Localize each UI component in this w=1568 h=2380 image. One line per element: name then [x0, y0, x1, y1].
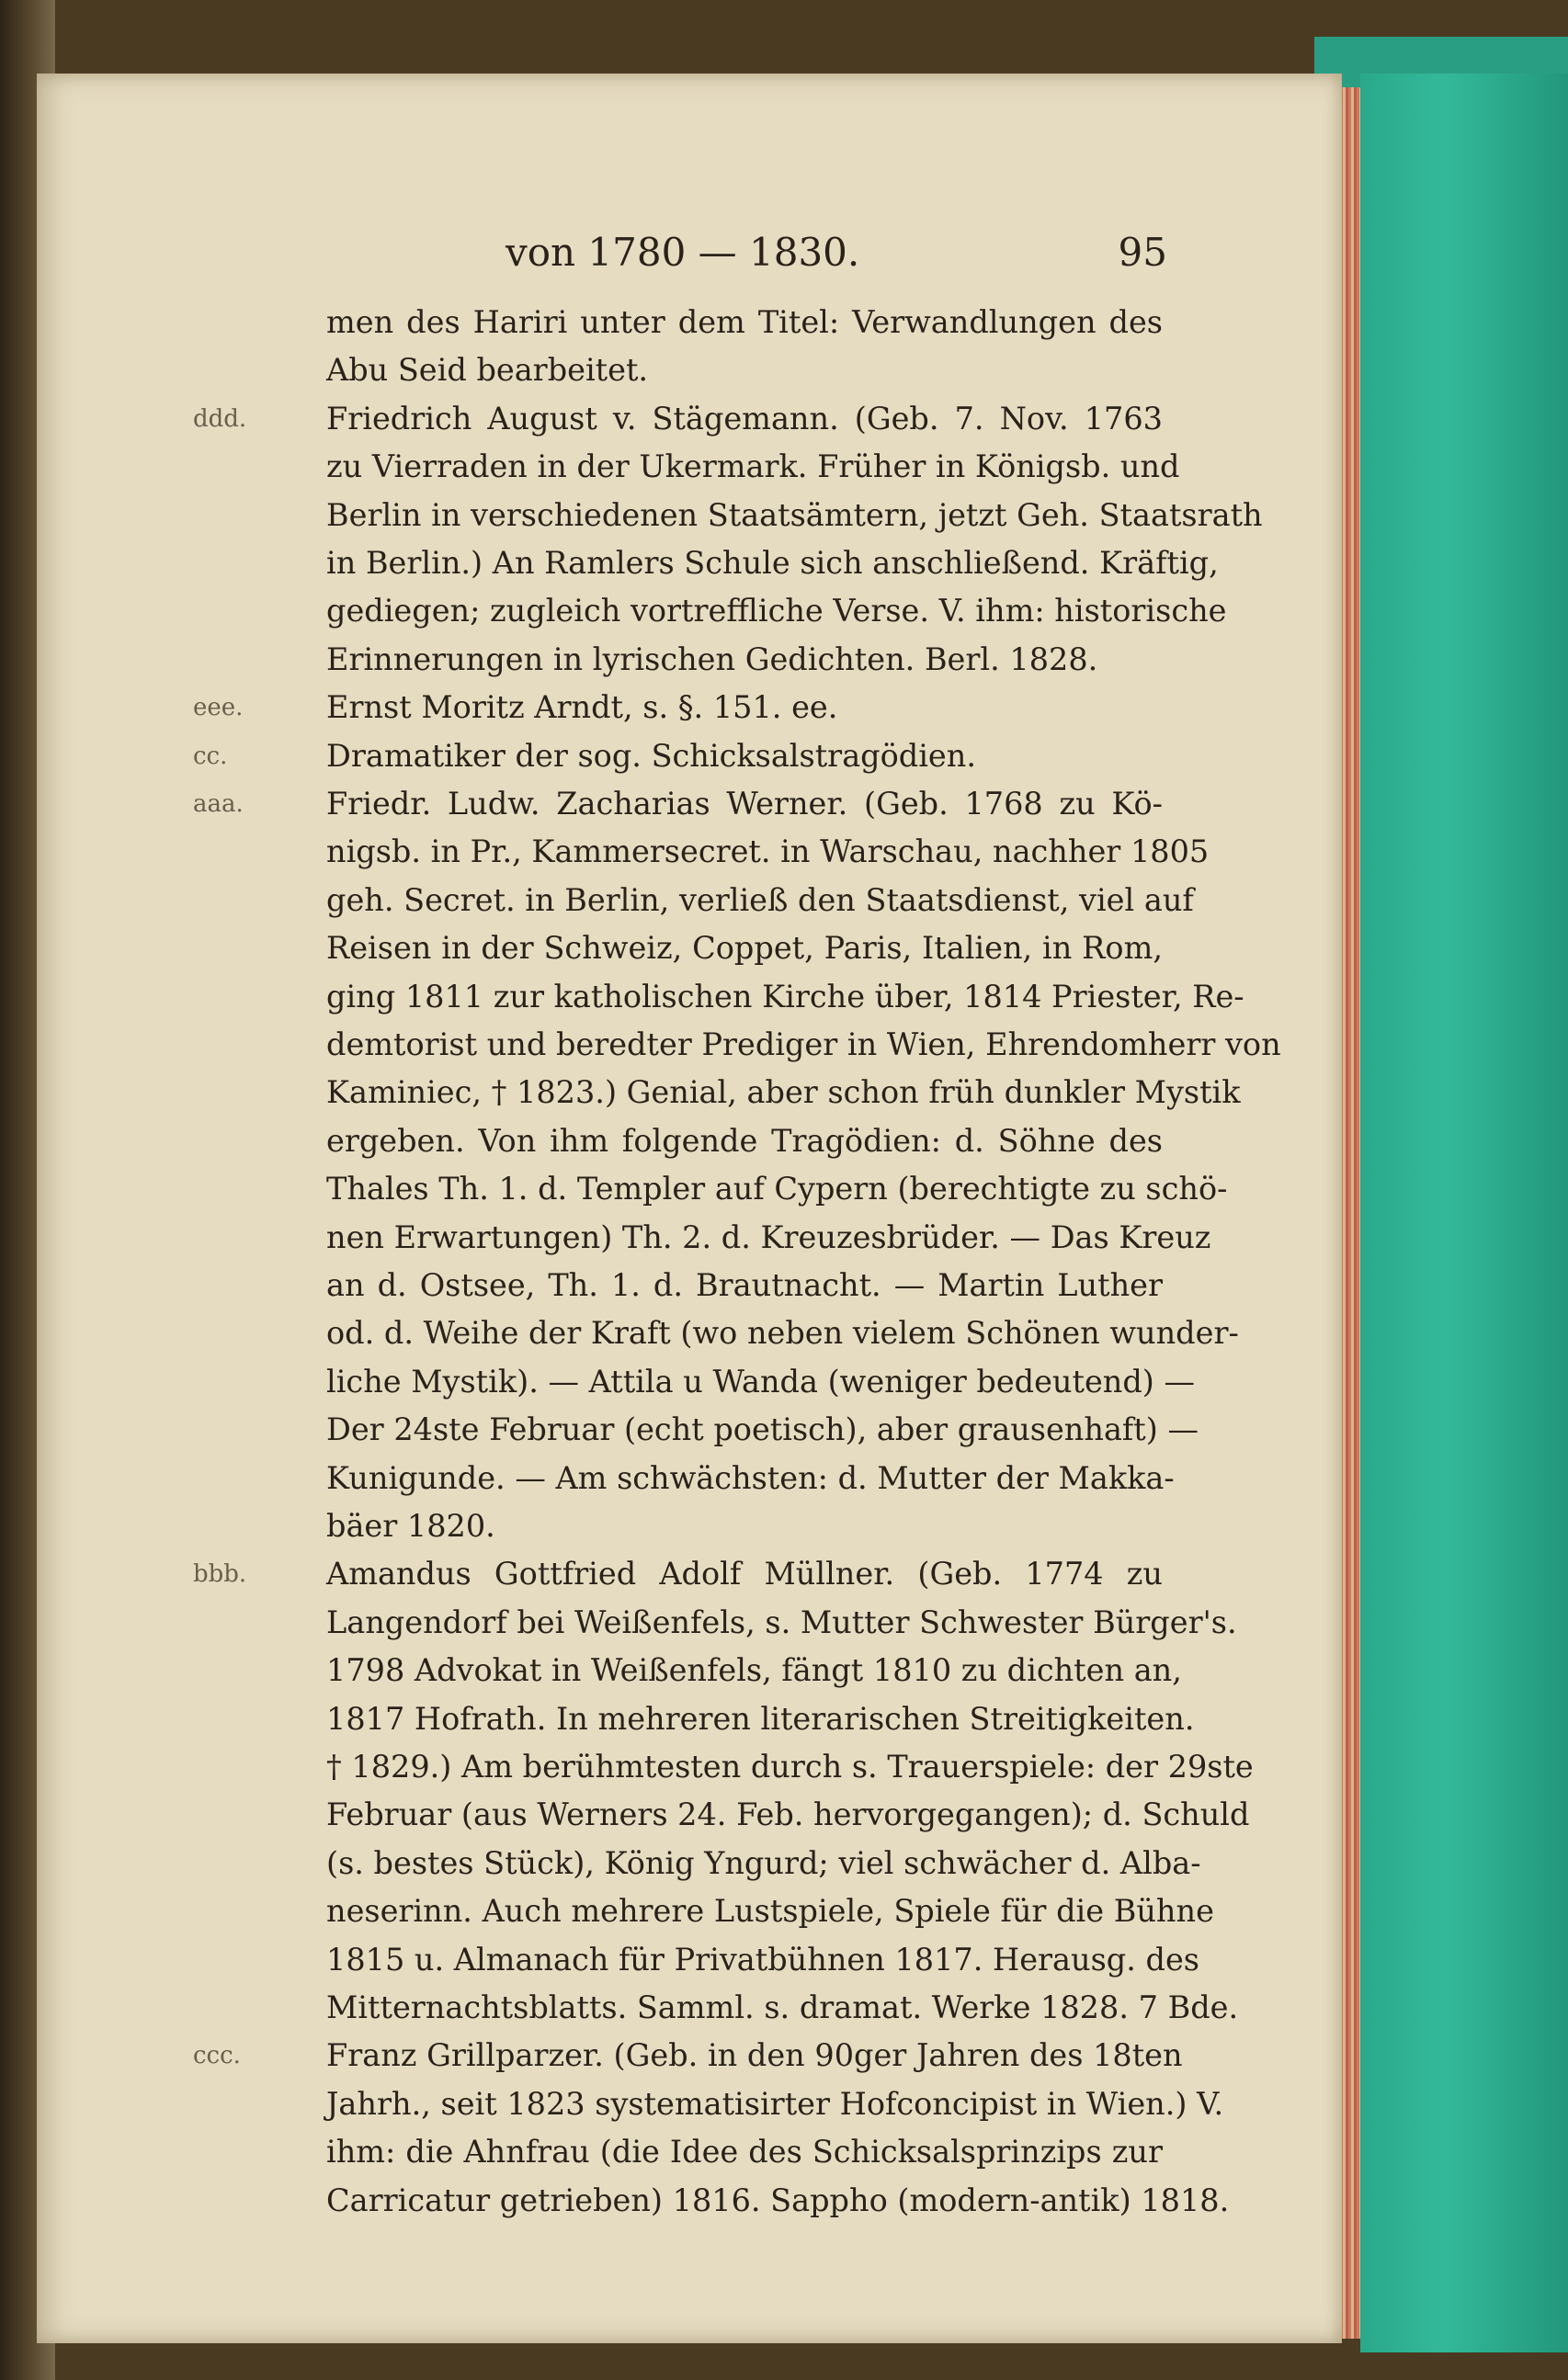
text-line: (s. bestes Stück), König Yngurd; viel schwächer d. Alba-	[326, 1845, 1201, 1881]
text-line: Friedr. Ludw. Zacharias Werner. (Geb. 1768 zu Kö-	[326, 786, 1163, 822]
entry-marker	[193, 1214, 285, 1262]
entry-marker	[193, 1262, 285, 1309]
entry-marker	[193, 1791, 285, 1839]
book-cover	[1360, 74, 1568, 2352]
text-line: nigsb. in Pr., Kammersecret. in Warschau, nachher 1805	[326, 833, 1210, 869]
entry-marker	[193, 346, 285, 394]
entry-marker	[193, 1743, 285, 1791]
entry-marker	[193, 2128, 285, 2176]
text-line: ergeben. Von ihm folgende Tragödien: d. Söhne des	[326, 1123, 1163, 1159]
text-line: in Berlin.) An Ramlers Schule sich anschließend. Kräftig,	[326, 545, 1219, 581]
text-line: Erinnerungen in lyrischen Gedichten. Berl. 1828.	[326, 641, 1098, 677]
text-line: Friedrich August v. Stägemann. (Geb. 7. Nov. 1763	[326, 401, 1163, 436]
text-line: od. d. Weihe der Kraft (wo neben vielem Schönen wunder-	[326, 1315, 1239, 1351]
text-line: neserinn. Auch mehrere Lustspiele, Spiele für die Bühne	[326, 1893, 1214, 1929]
text-line: 1798 Advokat in Weißenfels, fängt 1810 zu dichten an,	[326, 1652, 1182, 1688]
text-line: demtorist und beredter Prediger in Wien, Ehrendomherr von	[326, 1026, 1281, 1062]
text-line: Der 24ste Februar (echt poetisch), aber grausenhaft) —	[326, 1411, 1199, 1447]
entry-marker	[193, 1309, 285, 1357]
text-line: Berlin in verschiedenen Staatsämtern, jetzt Geh. Staatsrath	[326, 497, 1263, 533]
entry-marker	[193, 1647, 285, 1694]
text-line: Reisen in der Schweiz, Coppet, Paris, Italien, in Rom,	[326, 930, 1163, 966]
text-line: Kaminiec, † 1823.) Genial, aber schon früh dunkler Mystik	[326, 1074, 1241, 1110]
entry-marker: ccc.	[193, 2042, 241, 2069]
entry-marker: cc.	[193, 742, 228, 770]
text-line: ging 1811 zur katholischen Kirche über, 1814 Priester, Re-	[326, 979, 1244, 1014]
entry-marker	[193, 1069, 285, 1116]
entry-marker	[193, 1455, 285, 1502]
text-line: men des Hariri unter dem Titel: Verwandlungen des	[326, 304, 1163, 340]
text-line: bäer 1820.	[326, 1508, 495, 1544]
text-line: Franz Grillparzer. (Geb. in den 90ger Jahren des 18ten	[326, 2037, 1183, 2073]
entry-marker	[193, 1165, 285, 1213]
entry-marker	[193, 973, 285, 1021]
running-title: von 1780 — 1830.	[506, 230, 860, 275]
text-line: 1815 u. Almanach für Privatbühnen 1817. Herausg. des	[326, 1942, 1199, 1978]
entry-marker	[193, 492, 285, 539]
text-line: Kunigunde. — Am schwächsten: d. Mutter der Makka-	[326, 1460, 1175, 1496]
entry-marker	[193, 1984, 285, 2032]
entry-marker	[193, 443, 285, 491]
text-line: Mitternachtsblatts. Samml. s. dramat. Werke 1828. 7 Bde.	[326, 1989, 1239, 2025]
text-line: geh. Secret. in Berlin, verließ den Staatsdienst, viel auf	[326, 882, 1194, 918]
text-line: ihm: die Ahnfrau (die Idee des Schicksalsprinzips zur	[326, 2134, 1163, 2170]
running-header	[276, 230, 1195, 285]
entry-marker: eee.	[193, 694, 244, 721]
text-line: Amandus Gottfried Adolf Müllner. (Geb. 1774 zu	[326, 1556, 1163, 1592]
entry-marker	[193, 1695, 285, 1743]
text-line: an d. Ostsee, Th. 1. d. Brautnacht. — Martin Luther	[326, 1267, 1163, 1303]
text-line: Carricatur getrieben) 1816. Sappho (modern-antik) 1818.	[326, 2182, 1230, 2218]
entry-marker	[193, 1887, 285, 1935]
entry-marker	[193, 299, 285, 346]
entry-marker	[193, 1599, 285, 1647]
text-line: nen Erwartungen) Th. 2. d. Kreuzesbrüder. — Das Kreuz	[326, 1219, 1211, 1255]
text-line: Abu Seid bearbeitet.	[326, 352, 649, 388]
text-line: † 1829.) Am berühmtesten durch s. Trauerspiele: der 29ste	[326, 1749, 1254, 1785]
entry-marker	[193, 1406, 285, 1454]
entry-marker	[193, 2080, 285, 2128]
text-line: Ernst Moritz Arndt, s. §. 151. ee.	[326, 689, 838, 725]
entry-marker	[193, 539, 285, 587]
entry-marker	[193, 828, 285, 876]
entry-marker	[193, 1358, 285, 1406]
text-line: Dramatiker der sog. Schicksalstragödien.	[326, 738, 976, 774]
entry-marker	[193, 1021, 285, 1069]
entry-marker	[193, 877, 285, 924]
entry-marker: bbb.	[193, 1560, 247, 1588]
entry-marker	[193, 2177, 285, 2225]
entry-marker	[193, 636, 285, 684]
text-line: gediegen; zugleich vortreffliche Verse. V. ihm: historische	[326, 593, 1227, 629]
entry-marker	[193, 1840, 285, 1887]
page-number: 95	[1118, 230, 1167, 275]
entry-marker	[193, 587, 285, 635]
text-line: 1817 Hofrath. In mehreren literarischen Streitigkeiten.	[326, 1701, 1195, 1737]
text-line: liche Mystik). — Attila u Wanda (weniger bedeutend) —	[326, 1364, 1196, 1400]
entry-marker	[193, 924, 285, 972]
entry-marker	[193, 1502, 285, 1550]
entry-marker: aaa.	[193, 790, 244, 818]
text-line: Jahrh., seit 1823 systematisirter Hofconcipist in Wien.) V.	[326, 2086, 1224, 2122]
text-line: Langendorf bei Weißenfels, s. Mutter Schwester Bürger's.	[326, 1604, 1237, 1640]
text-line: Februar (aus Werners 24. Feb. hervorgegangen); d. Schuld	[326, 1796, 1250, 1832]
text-line: zu Vierraden in der Ukermark. Früher in Königsb. und	[326, 448, 1180, 484]
entry-marker	[193, 1117, 285, 1165]
entry-marker	[193, 1936, 285, 1984]
entry-marker: ddd.	[193, 405, 247, 433]
text-line: Thales Th. 1. d. Templer auf Cypern (berechtigte zu schö-	[326, 1171, 1228, 1207]
